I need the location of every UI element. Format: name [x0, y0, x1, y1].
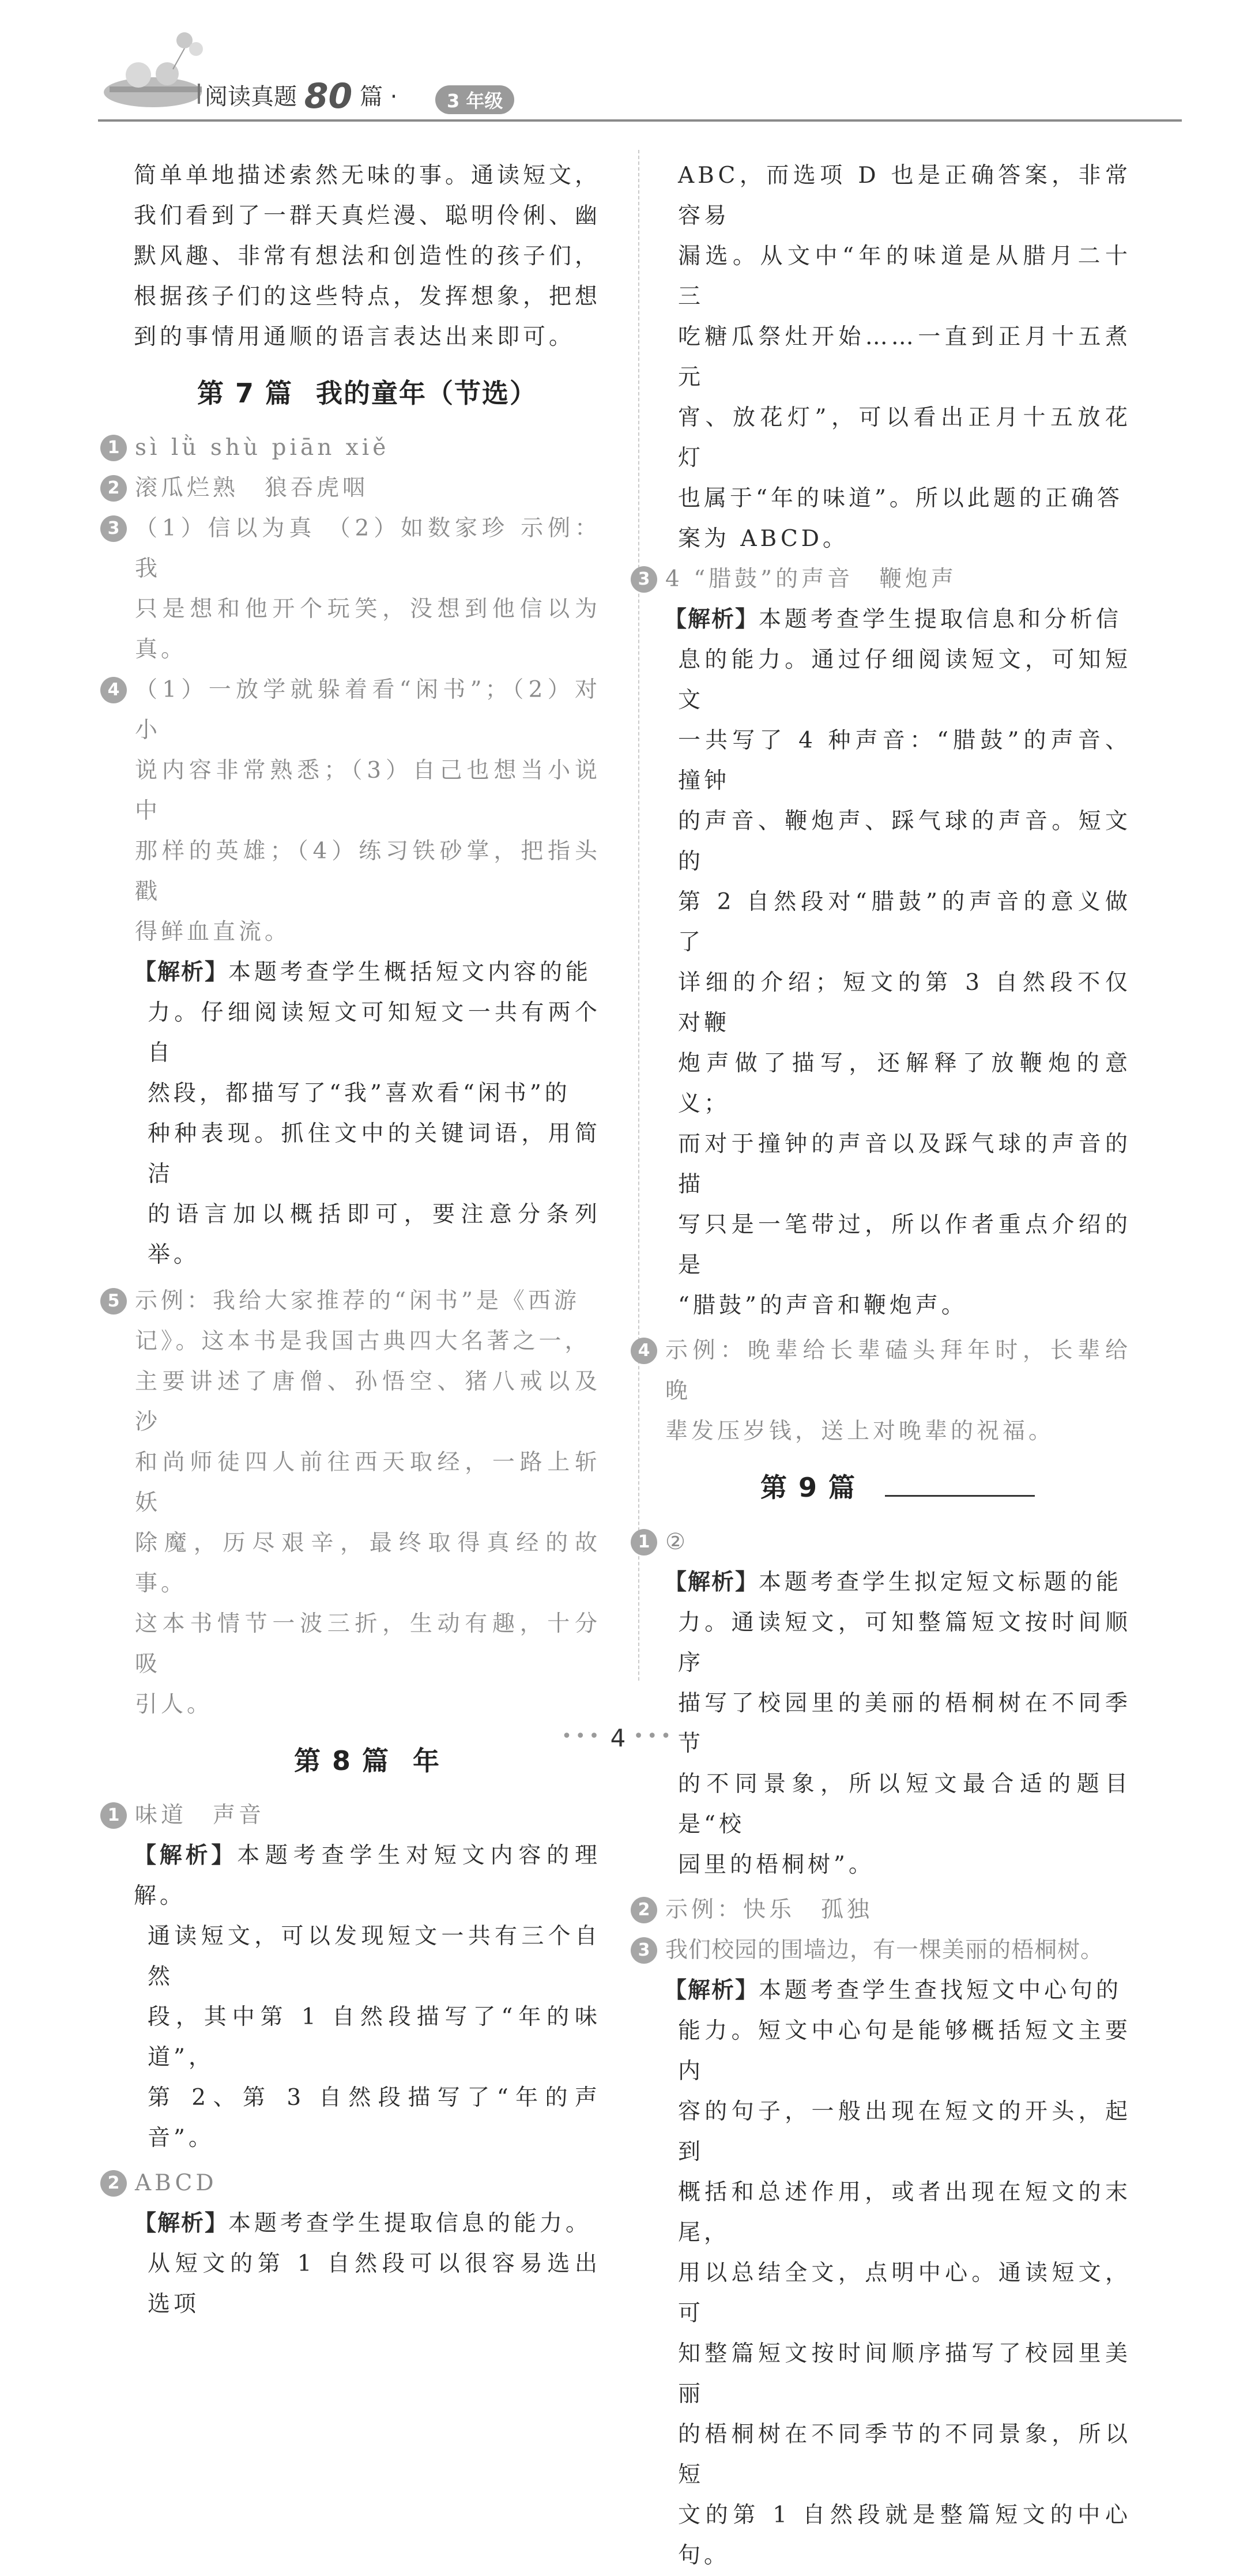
analysis-text: 炮声做了描写，还解释了放鞭炮的意义； [678, 1050, 1131, 1117]
question-3 [638, 559, 1131, 600]
analysis-text: 本题考查学生提取信息和分析信 [759, 607, 1122, 632]
question-number-badge: 3 [631, 566, 657, 593]
question-number-badge: 4 [100, 677, 127, 703]
analysis-block [664, 600, 1131, 1326]
analysis-text: 通读短文，可以发现短文一共有三个自然 [148, 1923, 601, 1990]
question-3 [638, 1930, 1131, 1971]
analysis-tag: 【解析】 [664, 607, 759, 632]
book-title-prefix: 阅读真题 [205, 84, 297, 110]
answer-text: 和尚师徒四人前往西天取经，一路上斩妖 [135, 1449, 601, 1516]
answer-text: 主要讲述了唐僧、孙悟空、猪八戒以及沙 [135, 1369, 601, 1435]
answer-text: 只是想和他开个玩笑，没想到他信以为真。 [135, 596, 601, 662]
analysis-text: 本题考查学生概括短文内容的能 [228, 959, 592, 985]
analysis-text: 的梧桐树在不同季节的不同景象，所以短 [678, 2421, 1131, 2488]
text-line: 默风趣、非常有想法和创造性的孩子们， [134, 243, 601, 269]
analysis-tag: 【解析】 [664, 1978, 759, 2003]
airplane-logo-icon [98, 29, 213, 127]
grade-badge: 3 年级 [435, 85, 514, 114]
analysis-text: 知整篇短文按时间顺序描写了校园里美丽 [678, 2341, 1131, 2407]
analysis-text: 能力。短文中心句是能够概括短文主要内 [678, 2018, 1131, 2084]
question-number-badge: 2 [100, 2170, 127, 2197]
analysis-text: 的语言加以概括即可，要注意分条列举。 [148, 1202, 601, 1268]
question-number-badge: 5 [100, 1288, 127, 1315]
analysis-text: 第 2、第 3 自然段描写了“年的声音”。 [148, 2085, 601, 2151]
analysis-text: 容的句子，一般出现在短文的开头，起到 [678, 2099, 1131, 2165]
analysis-text: 本题考查学生查找短文中心句的 [759, 1978, 1122, 2003]
analysis-text: 而对于撞钟的声音以及踩气球的声音的描 [678, 1131, 1131, 1197]
answer-text: 记》。这本书是我国古典四大名著之一， [135, 1328, 591, 1354]
analysis-tag: 【解析】 [664, 1569, 759, 1595]
analysis-text: 园里的梧桐树”。 [678, 1852, 875, 1878]
answer-text: 得鲜血直流。 [135, 919, 291, 945]
answer-text: 这本书情节一波三折，生动有趣，十分吸 [135, 1611, 601, 1677]
question-number-badge: 1 [631, 1529, 657, 1556]
section-number: 第 7 篇 [197, 378, 293, 409]
section-7-title [134, 372, 601, 410]
analysis-text: 用以总结全文，点明中心。通读短文，可 [678, 2260, 1131, 2326]
analysis-text: 力。通读短文，可知整篇短文按时间顺序 [678, 1610, 1131, 1676]
column-divider [638, 150, 639, 1681]
analysis-block [134, 952, 601, 1275]
answer-text: 那样的英雄；（4）练习铁砂掌，把指头戳 [135, 838, 601, 905]
answer-text: 说内容非常熟悉；（3）自己也想当小说中 [135, 758, 601, 824]
question-number-badge: 4 [631, 1338, 657, 1364]
intro-paragraph [134, 156, 601, 357]
analysis-text: 一共写了 4 种声音：“腊鼓”的声音、撞钟 [678, 728, 1131, 794]
section-number: 第 8 篇 [293, 1745, 390, 1776]
analysis-tag: 【解析】 [134, 2210, 229, 2236]
answer-text: （1）信以为真 （2）如数家珍 示例：我 [135, 515, 601, 582]
analysis-block [134, 2204, 601, 2325]
question-1 [107, 428, 601, 468]
section-number: 第 9 篇 [760, 1472, 857, 1503]
continued-analysis [664, 156, 1131, 559]
right-column [638, 156, 1131, 2576]
question-2 [107, 468, 601, 509]
answer-text: 滚瓜烂熟 狼吞虎咽 [135, 475, 369, 501]
analysis-text: 的不同景象，所以短文最合适的题目是“校 [678, 1771, 1131, 1837]
analysis-text: 文的第 1 自然段就是整篇短文的中心句。 [678, 2502, 1131, 2569]
question-number-badge: 2 [631, 1897, 657, 1923]
footer-dots-left: ••• [562, 1726, 603, 1746]
analysis-text: 第 2 自然段对“腊鼓”的声音的意义做了 [678, 889, 1131, 955]
answer-text: 引人。 [135, 1692, 213, 1718]
footer-dots-right: ••• [633, 1726, 674, 1746]
text-line: 简单单地描述索然无味的事。通读短文， [134, 163, 601, 189]
analysis-text: 写只是一笔带过，所以作者重点介绍的是 [678, 1212, 1131, 1278]
text-line: 根据孩子们的这些特点，发挥想象，把想 [134, 284, 601, 310]
analysis-tag: 【解析】 [134, 1843, 238, 1869]
analysis-text: 段，其中第 1 自然段描写了“年的味道”， [148, 2004, 601, 2070]
answer-text: 示例：快乐 孤独 [665, 1897, 873, 1923]
question-2 [107, 2163, 601, 2204]
analysis-text: 描写了校园里的美丽的梧桐树在不同季节 [678, 1690, 1131, 1757]
page-number: 4 [610, 1724, 626, 1752]
page-header [98, 52, 1182, 115]
analysis-text: 的声音、鞭炮声、踩气球的声音。短文的 [678, 808, 1131, 875]
text-line: ABC，而选项 D 也是正确答案，非常容易 [678, 163, 1131, 229]
text-line: 也属于“年的味道”。所以此题的正确答 [678, 485, 1123, 511]
question-number-badge: 3 [631, 1937, 657, 1964]
answer-text: ABCD [135, 2170, 217, 2196]
analysis-text: 从短文的第 1 自然段可以很容易选出选项 [148, 2251, 601, 2317]
text-line: 案为 ABCD。 [678, 526, 849, 552]
text-line: 漏选。从文中“年的味道是从腊月二十三 [678, 243, 1131, 310]
question-4 [638, 1331, 1131, 1452]
left-column [107, 156, 601, 2325]
text-line: 我们看到了一群天真烂漫、聪明伶俐、幽 [134, 203, 601, 229]
answer-text: 味道 声音 [135, 1802, 265, 1828]
text-line: 吃糖瓜祭灶开始……一直到正月十五煮元 [678, 324, 1131, 390]
analysis-text: 详细的介绍；短文的第 3 自然段不仅对鞭 [678, 970, 1131, 1036]
question-number-badge: 1 [100, 435, 127, 461]
answer-text: 辈发压岁钱，送上对晚辈的祝福。 [665, 1418, 1055, 1444]
analysis-text: 种种表现。抓住文中的关键词语，用简洁 [148, 1121, 601, 1187]
analysis-tag: 【解析】 [134, 959, 229, 985]
book-title-number: 80 [304, 76, 353, 116]
answer-text: 我们校园的围墙边，有一棵美丽的梧桐树。 [665, 1937, 1104, 1963]
answer-text: 除魔，历尽艰辛，最终取得真经的故事。 [135, 1530, 601, 1596]
question-1 [638, 1522, 1131, 1562]
text-line: 到的事情用通顺的语言表达出来即可。 [134, 324, 575, 350]
answer-text: （1）一放学就躲着看“闲书”；（2）对小 [135, 677, 601, 743]
analysis-text: 息的能力。通过仔细阅读短文，可知短文 [678, 647, 1131, 713]
section-name: 我的童年（节选） [316, 378, 538, 409]
analysis-block [134, 1836, 601, 2159]
analysis-text: 概括和总述作用，或者出现在短文的末尾， [678, 2179, 1131, 2246]
analysis-text: 然段，都描写了“我”喜欢看“闲书”的 [148, 1080, 571, 1106]
question-2 [638, 1890, 1131, 1930]
analysis-text: “腊鼓”的声音和鞭炮声。 [678, 1293, 967, 1319]
answer-text: 示例：晚辈给长辈磕头拜年时，长辈给晚 [665, 1338, 1131, 1404]
analysis-text: 本题考查学生拟定短文标题的能 [759, 1569, 1122, 1595]
question-number-badge: 2 [100, 475, 127, 502]
question-5 [107, 1281, 601, 1725]
analysis-text: 本题考查学生对短文内容的理解。 [134, 1843, 601, 1909]
page-footer [0, 1724, 1236, 1752]
question-number-badge: 3 [100, 515, 127, 542]
section-name: 年 [413, 1745, 441, 1776]
answer-text: 4 “腊鼓”的声音 鞭炮声 [665, 566, 958, 592]
analysis-text: 力。仔细阅读短文可知短文一共有两个自 [148, 1000, 601, 1066]
text-line: 宵、放花灯”，可以看出正月十五放花灯 [678, 405, 1131, 471]
question-4 [107, 670, 601, 952]
title-blank [885, 1483, 1035, 1497]
answer-text: 示例：我给大家推荐的“闲书”是《西游 [135, 1288, 580, 1314]
book-title [205, 76, 397, 116]
analysis-text: 本题考查学生提取信息的能力。 [228, 2210, 592, 2236]
question-3 [107, 509, 601, 670]
question-number-badge: 1 [100, 1802, 127, 1829]
section-9-title [664, 1467, 1131, 1505]
book-title-suffix: 篇 · [359, 84, 398, 110]
analysis-block [664, 1971, 1131, 2576]
header-rule [98, 119, 1182, 122]
answer-text: ② [665, 1529, 689, 1555]
question-1 [107, 1795, 601, 1836]
answer-text: sì lǜ shù piān xiě [135, 435, 390, 461]
